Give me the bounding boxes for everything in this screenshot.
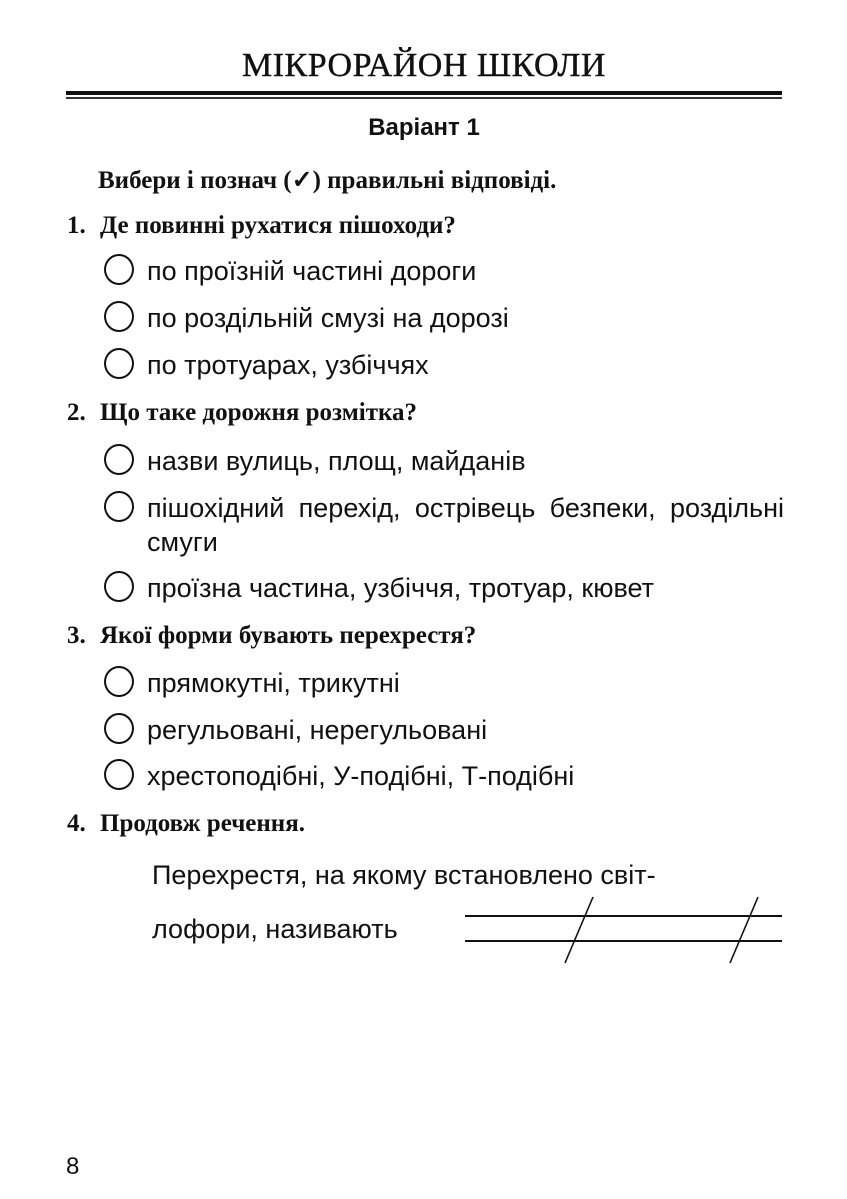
q3-option-3[interactable] xyxy=(104,759,794,793)
option-label: регульовані, нерегульовані xyxy=(147,715,488,745)
radio-circle-icon[interactable] xyxy=(104,759,134,790)
option-label: прямокутні, трикутні xyxy=(147,668,400,698)
question-text: Продовж речення. xyxy=(100,810,305,837)
page-number: 8 xyxy=(66,1153,80,1180)
option-label: по проїзній частині дороги xyxy=(147,256,477,286)
question-text: Де повинні рухатися пішоходи? xyxy=(100,212,456,239)
title-rule-thin xyxy=(66,97,782,99)
question-2 xyxy=(67,397,417,429)
radio-circle-icon[interactable] xyxy=(104,348,134,379)
radio-circle-icon[interactable] xyxy=(104,666,134,697)
option-label: назви вулиць, площ, майданів xyxy=(147,446,526,476)
q3-option-2[interactable] xyxy=(104,713,794,747)
q3-option-1[interactable] xyxy=(104,666,794,700)
radio-circle-icon[interactable] xyxy=(104,491,134,522)
sentence-line-2: лофори, називають xyxy=(152,914,398,944)
variant-heading: Варіант 1 xyxy=(368,114,480,141)
option-label: хрестоподібні, У-подібні, Т-подібні xyxy=(147,761,575,791)
radio-circle-icon[interactable] xyxy=(104,444,134,475)
answer-write-field[interactable] xyxy=(465,895,785,967)
radio-circle-icon[interactable] xyxy=(104,254,134,285)
q1-option-2[interactable] xyxy=(104,301,794,335)
q2-option-3[interactable] xyxy=(104,571,794,605)
radio-circle-icon[interactable] xyxy=(104,713,134,744)
instruction-text: Вибери і познач (✓) правильні відповіді. xyxy=(98,167,557,194)
question-number: 2. xyxy=(67,399,86,426)
q2-option-2[interactable] xyxy=(104,491,784,559)
question-text: Якої форми бувають перехрестя? xyxy=(100,622,477,649)
question-4 xyxy=(67,808,305,840)
option-label: по тротуарах, узбіччях xyxy=(147,350,429,380)
question-number: 3. xyxy=(67,622,86,649)
question-3 xyxy=(67,620,476,652)
option-label: пішохідний перехід, острівець безпеки, роздільні смуги xyxy=(147,493,784,557)
question-number: 1. xyxy=(67,212,86,239)
option-label: проїзна частина, узбіччя, тротуар, кювет xyxy=(147,573,655,603)
radio-circle-icon[interactable] xyxy=(104,571,134,602)
page-title: МІКРОРАЙОН ШКОЛИ xyxy=(242,47,606,84)
title-rule-thick xyxy=(66,91,782,95)
option-label: по роздільній смузі на дорозі xyxy=(147,303,509,333)
question-number: 4. xyxy=(67,810,86,837)
question-text: Що таке дорожня розмітка? xyxy=(100,399,418,426)
question-1 xyxy=(67,210,456,242)
q2-option-1[interactable] xyxy=(104,444,794,478)
sentence-line-1: Перехрестя, на якому встановлено світ- xyxy=(152,860,656,890)
answer-lines-icon xyxy=(465,895,785,967)
q1-option-3[interactable] xyxy=(104,348,794,382)
q1-option-1[interactable] xyxy=(104,254,794,288)
radio-circle-icon[interactable] xyxy=(104,301,134,332)
